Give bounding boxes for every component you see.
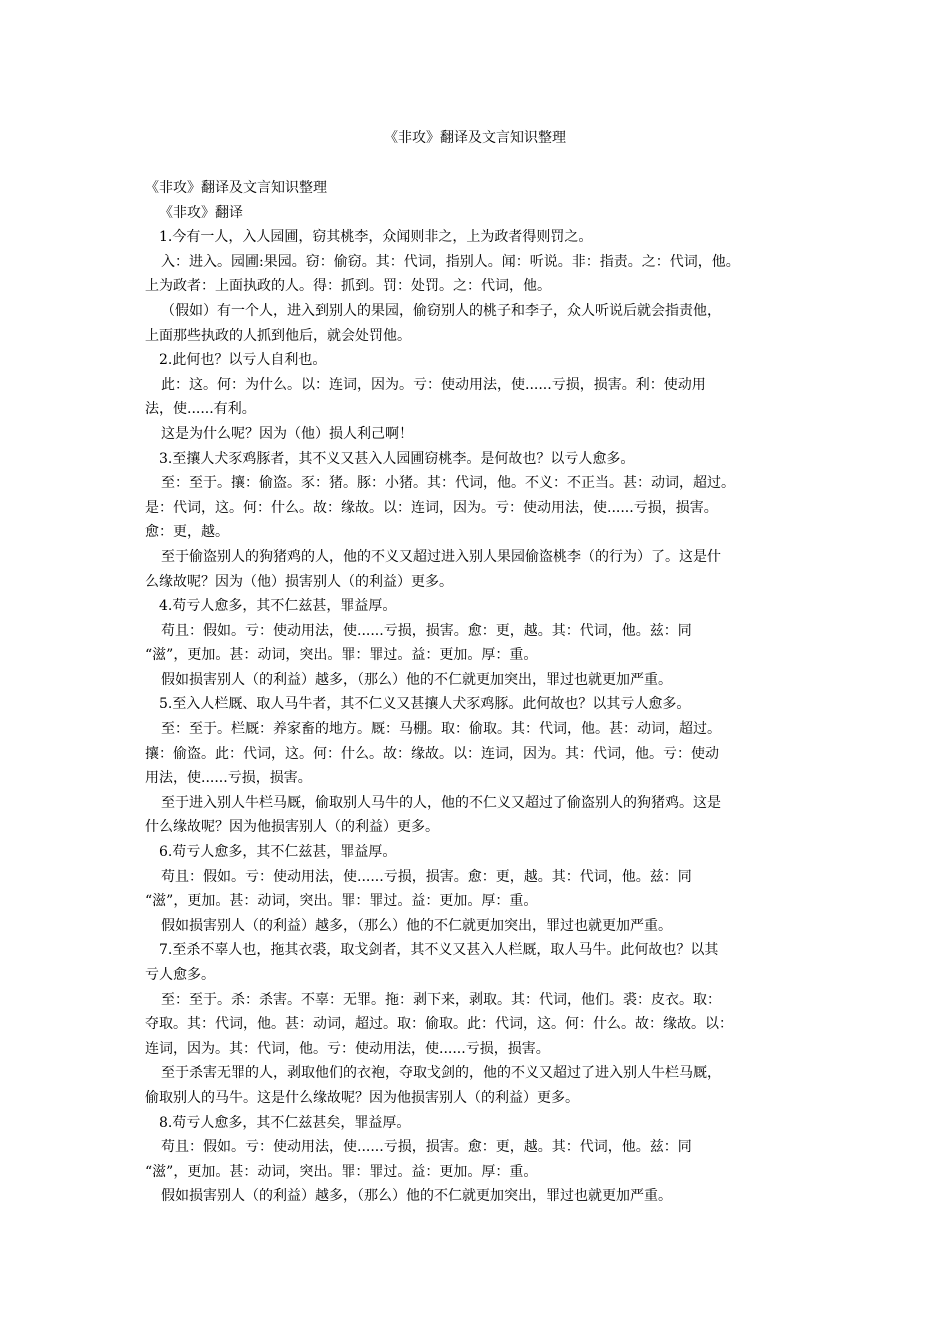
text-line: 7.至杀不辜人也，拖其衣裘，取戈剑者，其不义又甚入人栏厩，取人马牛。此何故也？以其 bbox=[159, 942, 719, 959]
text-line: 2.此何也？以亏人自利也。 bbox=[159, 352, 327, 369]
text-line: 上面那些执政的人抓到他后，就会处罚他。 bbox=[145, 327, 411, 344]
text-line: 此：这。何：为什么。以：连词，因为。亏：使动用法，使......亏损，损害。利：使动用 bbox=[161, 376, 706, 393]
text-line: 至于进入别人牛栏马厩，偷取别人马牛的人，他的不仁义又超过了偷盗别人的狗猪鸡。这是 bbox=[161, 794, 721, 811]
text-line: “滋”，更加。甚：动词，突出。罪：罪过。益：更加。厚：重。 bbox=[145, 893, 538, 910]
text-line: 偷取别人的马牛。这是什么缘故呢？因为他损害别人（的利益）更多。 bbox=[145, 1089, 579, 1106]
text-line: 愈：更，越。 bbox=[145, 524, 229, 541]
text-line: 1.今有一人，入人园圃，窃其桃李，众闻则非之，上为政者得则罚之。 bbox=[159, 229, 593, 246]
text-line: 苟且：假如。亏：使动用法，使......亏损，损害。愈：更，越。其：代词，他。兹：同 bbox=[161, 622, 692, 639]
text-line: 5.至入人栏厩、取人马牛者，其不仁义又甚攘人犬豕鸡豚。此何故也？以其亏人愈多。 bbox=[159, 696, 691, 713]
text-line: 至：至于。攘：偷盗。豕：猪。豚：小猪。其：代词，他。不义：不正当。甚：动词，超过。 bbox=[161, 475, 735, 492]
text-line: （假如）有一个人，进入到别人的果园，偷窃别人的桃子和李子，众人听说后就会指责他， bbox=[161, 302, 721, 319]
text-line: 苟且：假如。亏：使动用法，使......亏损，损害。愈：更，越。其：代词，他。兹：同 bbox=[161, 1139, 692, 1156]
text-line: 《非攻》翻译 bbox=[159, 204, 243, 221]
text-line: “滋”，更加。甚：动词，突出。罪：罪过。益：更加。厚：重。 bbox=[145, 647, 538, 664]
text-line: 8.苟亏人愈多，其不仁兹甚矣，罪益厚。 bbox=[159, 1114, 411, 1131]
text-line: 《非攻》翻译及文言知识整理 bbox=[145, 180, 327, 196]
text-line: 连词，因为。其：代词，他。亏：使动用法，使......亏损，损害。 bbox=[145, 1040, 550, 1057]
text-line: “滋”，更加。甚：动词，突出。罪：罪过。益：更加。厚：重。 bbox=[145, 1163, 538, 1180]
text-line: 3.至攘人犬豕鸡豚者，其不义又甚入人园圃窃桃李。是何故也？以亏人愈多。 bbox=[159, 450, 635, 467]
document-body bbox=[145, 176, 810, 1209]
text-line: 亏人愈多。 bbox=[145, 967, 215, 983]
text-line: 至于偷盗别人的狗猪鸡的人，他的不义又超过进入别人果园偷盗桃李（的行为）了。这是什 bbox=[161, 548, 721, 565]
text-line: 夺取。其：代词，他。甚：动词，超过。取：偷取。此：代词，这。何：什么。故：缘故。以： bbox=[145, 1016, 733, 1033]
text-line: 上为政者：上面执政的人。得：抓到。罚：处罚。之：代词，他。 bbox=[145, 278, 551, 295]
text-line: 至于杀害无罪的人，剥取他们的衣袍，夺取戈剑的，他的不义又超过了进入别人牛栏马厩， bbox=[161, 1065, 721, 1082]
document-title: 《非攻》翻译及文言知识整理 bbox=[384, 130, 566, 146]
text-line: 用法，使......亏损，损害。 bbox=[145, 770, 312, 787]
text-line: 假如损害别人（的利益）越多，（那么）他的不仁就更加突出，罪过也就更加严重。 bbox=[161, 917, 672, 934]
text-line: 苟且：假如。亏：使动用法，使......亏损，损害。愈：更，越。其：代词，他。兹：同 bbox=[161, 868, 692, 885]
text-line: 假如损害别人（的利益）越多，（那么）他的不仁就更加突出，罪过也就更加严重。 bbox=[161, 671, 672, 688]
text-line: 这是为什么呢？因为（他）损人利己啊！ bbox=[161, 425, 413, 442]
text-line: 攘：偷盗。此：代词，这。何：什么。故：缘故。以：连词，因为。其：代词，他。亏：使动 bbox=[145, 745, 719, 762]
text-line: 是：代词，这。何：什么。故：缘故。以：连词，因为。亏：使动用法，使......亏损，损害。 bbox=[145, 499, 718, 516]
text-line: 什么缘故呢？因为他损害别人（的利益）更多。 bbox=[145, 819, 439, 836]
text-line: 6.苟亏人愈多，其不仁兹甚，罪益厚。 bbox=[159, 844, 397, 861]
text-line: 法，使......有利。 bbox=[145, 401, 256, 418]
text-line: 入：进入。园圃:果园。窃：偷窃。其：代词，指别人。闻：听说。非：指责。之：代词，他。 bbox=[161, 253, 740, 270]
text-line: 至：至于。栏厩：养家畜的地方。厩：马棚。取：偷取。其：代词，他。甚：动词，超过。 bbox=[161, 721, 721, 738]
text-line: 假如损害别人（的利益）越多，（那么）他的不仁就更加突出，罪过也就更加严重。 bbox=[161, 1188, 672, 1205]
text-line: 至：至于。杀：杀害。不辜：无罪。拖：剥下来，剥取。其：代词，他们。裘：皮衣。取： bbox=[161, 991, 721, 1008]
text-line: 4.苟亏人愈多，其不仁兹甚，罪益厚。 bbox=[159, 598, 397, 615]
text-line: 么缘故呢？因为（他）损害别人（的利益）更多。 bbox=[145, 573, 453, 590]
